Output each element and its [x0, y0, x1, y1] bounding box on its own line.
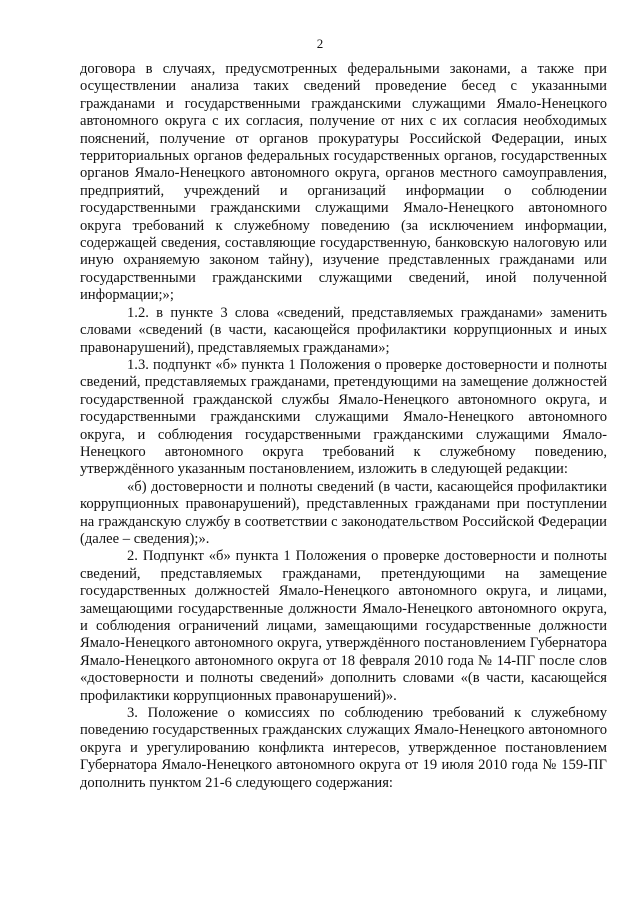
paragraph-continuation: договора в случаях, предусмотренных федеральными законами, а также при осуществлении анализа таких сведений проведение бесед с указанными гражданами и государственными гражданскими служащими Ямало-Ненецкого автономного округа с их согласия, получение от них с их согласия необходимых пояснений, получение от органов прокуратуры Российской Федерации, иных территориальных органов федеральных государственных органов, государственных органов Ямало-Ненецкого автономного округа, органов местного самоуправления, предприятий, учреждений и организаций информации о соблюдении государственными гражданскими служащими Ямало-Ненецкого автономного округа требований к служебному поведению (за исключением информации, содержащей сведения, составляющие государственную, банковскую налоговую или иную охраняемую законом тайну), изучение представленных гражданами или государственными гражданскими служащими сведений, иной полученной информации;»; [80, 61, 607, 304]
paragraph-quoted-subitem-b: «б) достоверности и полноты сведений (в части, касающейся профилактики коррупционных правонарушений), представленных гражданами при поступлении на гражданскую службу в соответствии с законодательством Российской Федерации (далее – сведения);». [80, 478, 607, 547]
document-body [80, 61, 607, 792]
page-number: 2 [316, 36, 324, 51]
paragraph-item-3: 3. Положение о комиссиях по соблюдению требований к служебному поведению государственных гражданских служащих Ямало-Ненецкого автономного округа и урегулированию конфликта интересов, утвержденное постановлением Губернатора Ямало-Ненецкого автономного округа от 19 июля 2010 года № 159-ПГ дополнить пунктом 21-6 следующего содержания: [80, 705, 607, 791]
paragraph-item-1-2: 1.2. в пункте 3 слова «сведений, представляемых гражданами» заменить словами «сведений (в части, касающейся профилактики коррупционных и иных правонарушений), представляемых гражданами»; [80, 304, 607, 356]
paragraph-item-2: 2. Подпункт «б» пункта 1 Положения о проверке достоверности и полноты сведений, представляемых гражданами, претендующими на замещение государственных должностей Ямало-Ненецкого автономного округа, и лицами, замещающими государственные должности Ямало-Ненецкого автономного округа, и соблюдения ограничений лицами, замещающими государственные должности Ямало-Ненецкого автономного округа, утверждённого постановлением Губернатора Ямало-Ненецкого автономного округа от 18 февраля 2010 года № 14-ПГ после слов «достоверности и полноты сведений» дополнить словами «(в части, касающейся профилактики коррупционных правонарушений)». [80, 548, 607, 704]
paragraph-item-1-3: 1.3. подпункт «б» пункта 1 Положения о проверке достоверности и полноты сведений, представляемых гражданами, претендующими на замещение должностей государственной гражданской службы Ямало-Ненецкого автономного округа, и государственными гражданскими служащими Ямало-Ненецкого автономного округа, и соблюдения государственными гражданскими служащими Ямало-Ненецкого автономного округа требований к служебному поведению, утверждённого указанным постановлением, изложить в следующей редакции: [80, 356, 607, 478]
